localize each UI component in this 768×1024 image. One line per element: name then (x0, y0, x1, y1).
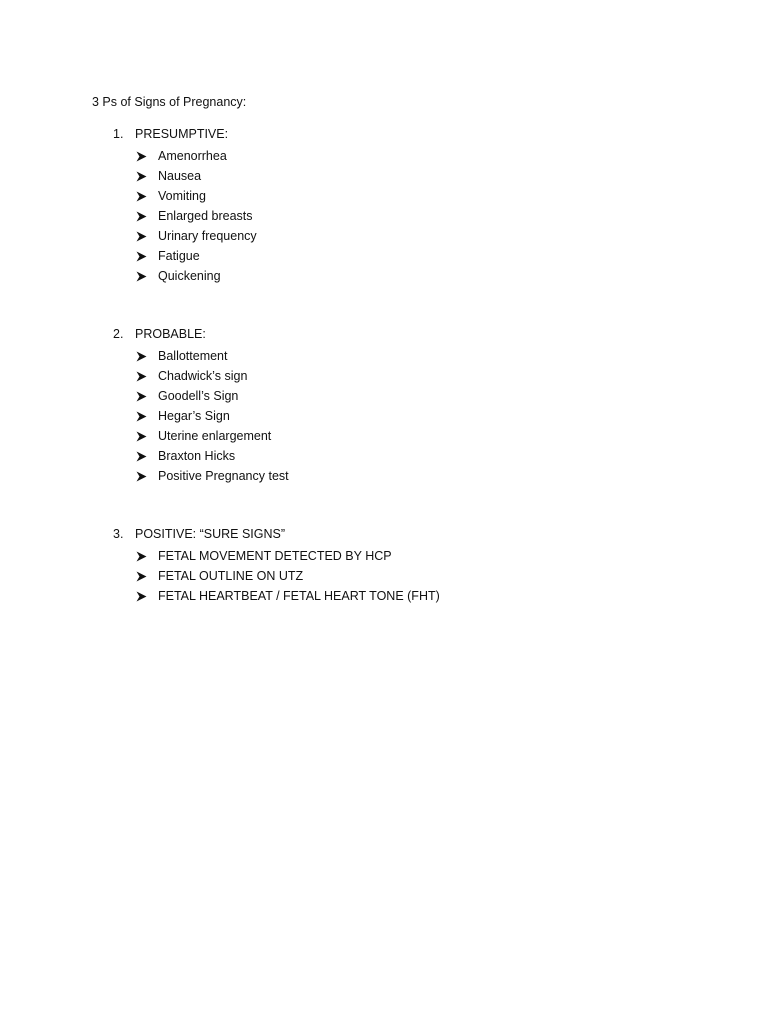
list-item-label: Chadwick’s sign (158, 369, 248, 383)
arrowhead-bullet-icon (135, 210, 147, 222)
section-number: 2. (113, 327, 124, 341)
arrowhead-bullet-icon (135, 570, 147, 582)
list-item-label: Nausea (158, 169, 202, 183)
list-item-label: Amenorrhea (158, 149, 227, 163)
arrowhead-bullet-icon (135, 150, 147, 162)
list-item-label: Uterine enlargement (158, 429, 272, 443)
list-item (113, 566, 440, 586)
section-probable (113, 326, 289, 486)
list-item-label: Urinary frequency (158, 229, 257, 243)
list-item (113, 146, 257, 166)
arrowhead-bullet-icon (135, 590, 147, 602)
list-item-label: FETAL MOVEMENT DETECTED BY HCP (158, 549, 392, 563)
list-item-label: Hegar’s Sign (158, 409, 230, 423)
section-number: 1. (113, 127, 124, 141)
list-item-label: Goodell’s Sign (158, 389, 239, 403)
list-item (113, 366, 289, 386)
bullet-list (113, 546, 440, 606)
list-item-label: Fatigue (158, 249, 200, 263)
page-title: 3 Ps of Signs of Pregnancy: (92, 95, 247, 109)
list-item-label: Positive Pregnancy test (158, 469, 289, 483)
list-item-label: Quickening (158, 269, 221, 283)
arrowhead-bullet-icon (135, 190, 147, 202)
list-item (113, 466, 289, 486)
list-item (113, 166, 257, 186)
section-number: 3. (113, 527, 124, 541)
list-item-label: Ballottement (158, 349, 228, 363)
list-item-label: Braxton Hicks (158, 449, 236, 463)
list-item (113, 246, 257, 266)
arrowhead-bullet-icon (135, 170, 147, 182)
list-item (113, 186, 257, 206)
section-heading-label: PROBABLE: (135, 327, 206, 341)
arrowhead-bullet-icon (135, 250, 147, 262)
list-item (113, 546, 440, 566)
section-heading (113, 126, 257, 142)
list-item (113, 426, 289, 446)
bullet-list (113, 346, 289, 486)
arrowhead-bullet-icon (135, 550, 147, 562)
arrowhead-bullet-icon (135, 410, 147, 422)
list-item (113, 406, 289, 426)
list-item (113, 346, 289, 366)
arrowhead-bullet-icon (135, 450, 147, 462)
list-item (113, 206, 257, 226)
arrowhead-bullet-icon (135, 370, 147, 382)
list-item-label: Vomiting (158, 189, 206, 203)
list-item-label: Enlarged breasts (158, 209, 253, 223)
list-item (113, 386, 289, 406)
section-positive (113, 526, 440, 606)
arrowhead-bullet-icon (135, 270, 147, 282)
section-heading (113, 326, 289, 342)
section-heading-label: PRESUMPTIVE: (135, 127, 229, 141)
list-item (113, 586, 440, 606)
list-item (113, 226, 257, 246)
list-item (113, 446, 289, 466)
arrowhead-bullet-icon (135, 470, 147, 482)
list-item (113, 266, 257, 286)
list-item-label: FETAL OUTLINE ON UTZ (158, 569, 304, 583)
list-item-label: FETAL HEARTBEAT / FETAL HEART TONE (FHT) (158, 589, 440, 603)
arrowhead-bullet-icon (135, 390, 147, 402)
section-presumptive (113, 126, 257, 286)
arrowhead-bullet-icon (135, 230, 147, 242)
section-heading (113, 526, 440, 542)
arrowhead-bullet-icon (135, 430, 147, 442)
arrowhead-bullet-icon (135, 350, 147, 362)
bullet-list (113, 146, 257, 286)
section-heading-label: POSITIVE: “SURE SIGNS” (135, 527, 286, 541)
